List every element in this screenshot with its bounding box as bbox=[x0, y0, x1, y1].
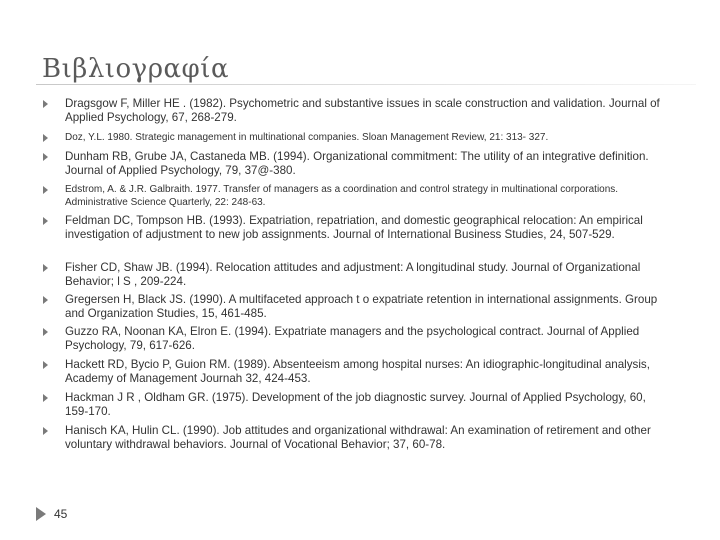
reference-text: Doz, Y.L. 1980. Strategic management in multinational companies. Sloan Management Review, 21: 313- 327. bbox=[65, 132, 549, 143]
bullet-arrow-icon bbox=[43, 394, 48, 402]
reference-text: Feldman DC, Tompson HB. (1993). Expatriation, repatriation, and domestic geographical relocation: An empirical investigation of adjustment to new job assignments. Journal of International Business Studies, 24, 507-529. bbox=[65, 214, 643, 241]
reference-text: Fisher CD, Shaw JB. (1994). Relocation attitudes and adjustment: A longitudinal study. Journal of Organizational Behavior; l S , 209-224. bbox=[65, 261, 641, 288]
bullet-arrow-icon bbox=[43, 186, 48, 194]
bullet-arrow-icon bbox=[43, 264, 48, 272]
reference-text: Edstrom, A. & J.R. Galbraith. 1977. Transfer of managers as a coordination and control strategy in multinational corporations. Administrative Science Quarterly, 22: 248-63. bbox=[65, 184, 619, 208]
bullet-arrow-icon bbox=[43, 328, 48, 336]
reference-text: Hackman J R , Oldham GR. (1975). Development of the job diagnostic survey. Journal of Applied Psychology, 60, 159-170. bbox=[65, 391, 646, 418]
reference-text: Dragsgow F, Miller HE . (1982). Psychometric and substantive issues in scale construction and validation. Journal of Applied Psychology, 67, 268-279. bbox=[65, 97, 660, 124]
page-number: 45 bbox=[54, 507, 68, 521]
bullet-arrow-icon bbox=[43, 100, 48, 108]
page-marker-icon bbox=[36, 507, 46, 521]
bullet-arrow-icon bbox=[43, 217, 48, 225]
reference-text: Guzzo RA, Noonan KA, Elron E. (1994). Expatriate managers and the psychological contract. Journal of Applied Psychology, 79, 617-626. bbox=[65, 325, 640, 352]
reference-text: Dunham RB, Grube JA, Castaneda MB. (1994). Organizational commitment: The utility of an integrative definition. Journal of Applied Psychology, 79, 37@-380. bbox=[65, 150, 649, 177]
bullet-arrow-icon bbox=[43, 134, 48, 142]
bullet-arrow-icon bbox=[43, 427, 48, 435]
bullet-arrow-icon bbox=[43, 153, 48, 161]
bullet-arrow-icon bbox=[43, 361, 48, 369]
bullet-arrow-icon bbox=[43, 296, 48, 304]
reference-text: Hanisch KA, Hulin CL. (1990). Job attitudes and organizational withdrawal: An examination of retirement and other voluntary withdrawal behaviors. Journal of Vocational Behavior; 37, 60-78. bbox=[65, 424, 651, 451]
reference-text: Gregersen H, Black JS. (1990). A multifaceted approach t o expatriate retention in international assignments. Group and Organization Studies, 15, 461-485. bbox=[65, 293, 658, 320]
page-title: Βιβλιογραφία bbox=[42, 54, 229, 84]
reference-text: Hackett RD, Bycio P, Guion RM. (1989). Absenteeism among hospital nurses: An idiographic-longitudinal analysis, Academy of Management Journah 32, 424-453. bbox=[65, 358, 650, 385]
